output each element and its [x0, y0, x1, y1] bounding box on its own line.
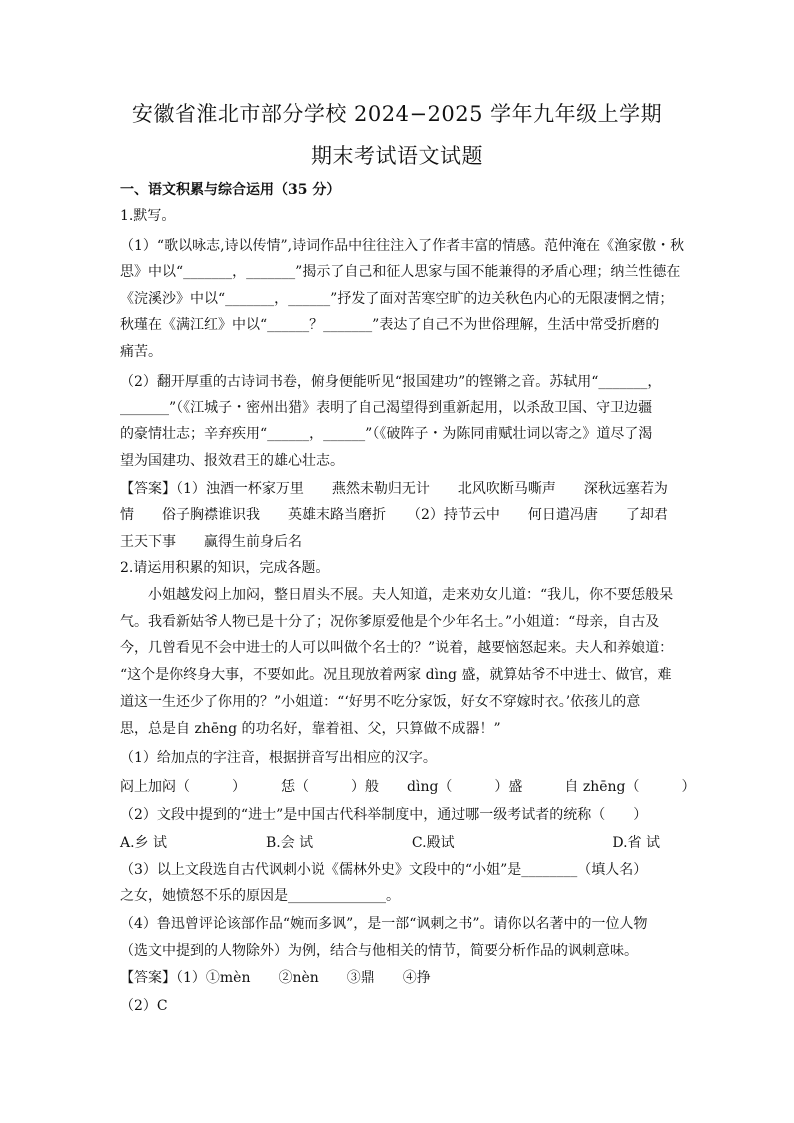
choice-a: A.乡 试 — [120, 835, 168, 851]
passage-line: 今，几曾看见不会中进士的人可以叫做个名士的？”说着，越要恼怒起来。夫人和养娘道： — [120, 640, 674, 656]
document-title: 安徽省淮北市部分学校 2024−2025 学年九年级上学期 — [131, 102, 663, 126]
subquestion-1: （1）给加点的字注音，根据拼音写出相应的汉字。 — [120, 750, 437, 766]
text-line: 思》中以“_______，_______”揭示了自己和征人思家与国不能兼得的矛盾心理；纳兰性德在 — [120, 264, 681, 280]
document-subtitle: 期末考试语文试题 — [311, 144, 483, 168]
answer-line: 【答案】（1）①mèn ②nèn ③鼎 ④挣 — [120, 970, 431, 986]
text-line: （1）“歌以咏志,诗以传情”,诗词作品中往往注入了作者丰富的情感。范仲淹在《渔家傲・秋 — [120, 238, 685, 254]
answer-line: 王天下事 赢得生前身后名 — [120, 534, 302, 550]
question-1: 1.默写。 — [120, 208, 176, 224]
text-line: 之女，她愤怒不乐的原因是______________。 — [120, 888, 400, 904]
passage-line: 思，总是自 zhēng 的功名好，靠着祖、父，只算做不成器！” — [120, 721, 501, 737]
choice-d: D.省 试 — [612, 835, 661, 851]
subquestion-4: （4）鲁迅曾评论该部作品“婉而多讽”，是一部“讽刺之书”。请你以名著中的一位人物 — [120, 916, 648, 932]
passage-line: 气。我看新姑爷人物已是十分了；况你爹原爱他是个少年名士。”小姐道：“母亲，自古及 — [120, 614, 660, 630]
text-line: 望为国建功、报效君王的雄心壮志。 — [120, 453, 344, 469]
text-line: _______”（《江城子・密州出猎》表明了自己渴望得到重新起用，以杀敌卫国、守卫边疆 — [120, 400, 653, 416]
passage-line: 道这一生还少了你用的？”小姐道：“‘好男不吃分家饭，好女不穿嫁时衣。’依孩儿的意 — [120, 694, 641, 710]
choice-row — [120, 833, 660, 853]
choice-b: B.会 试 — [265, 835, 314, 851]
text-line: 《浣溪沙》中以“_______，______”抒发了面对苦寒空旷的边关秋色内心的无限凄惘之情； — [120, 291, 674, 307]
question-2: 2.请运用积累的知识，完成各题。 — [120, 560, 330, 576]
subquestion-2: （2）文段中提到的“进士”是中国古代科举制度中，通过哪一级考试者的统称（ ） — [120, 807, 648, 823]
text-line: 痛苦。 — [120, 344, 162, 360]
answer-line: （2）C — [120, 998, 168, 1014]
answer-line: 【答案】（1）浊酒一杯家万里 燕然未勒归无计 北风吹断马嘶声 深秋远塞若为 — [120, 481, 668, 497]
passage-line: 小姐越发闷上加闷，整日眉头不展。夫人知道，走来劝女儿道：“我儿，你不要恁般呆 — [120, 587, 674, 603]
pinyin-line: 闷上加闷（ ） 恁（ ）般 dìng（ ）盛 自 zhēng（ ） — [120, 779, 696, 795]
text-line: （2）翻开厚重的古诗词书卷，俯身便能听见“报国建功”的铿锵之音。苏轼用“_______， — [120, 374, 662, 390]
choice-c: C.殿试 — [411, 835, 455, 851]
text-line: （选文中提到的人物除外）为例，结合与他相关的情节，简要分析作品的讽刺意味。 — [120, 943, 638, 959]
passage-line: “这个是你终身大事，不要如此。况且现放着两家 dìng 盛，就算姑爷不中进士、做官，难 — [120, 667, 672, 683]
answer-line: 情 俗子胸襟谁识我 英雄末路当磨折 （2）持节云中 何日遣冯唐 了却君 — [120, 507, 668, 523]
text-line: 秋瑾在《满江红》中以“______？_______”表达了自己不为世俗理解，生活中常受折磨的 — [120, 317, 660, 333]
section-heading: 一、语文积累与综合运用（35 分） — [120, 182, 341, 198]
text-line: 的豪情壮志；辛弃疾用“______，______”（《破阵子・为陈同甫赋壮词以寄之》道尽了渴 — [120, 426, 653, 442]
subquestion-3: （3）以上文段选自古代讽刺小说《儒林外史》文段中的“小姐”是________（填人名） — [120, 862, 648, 878]
